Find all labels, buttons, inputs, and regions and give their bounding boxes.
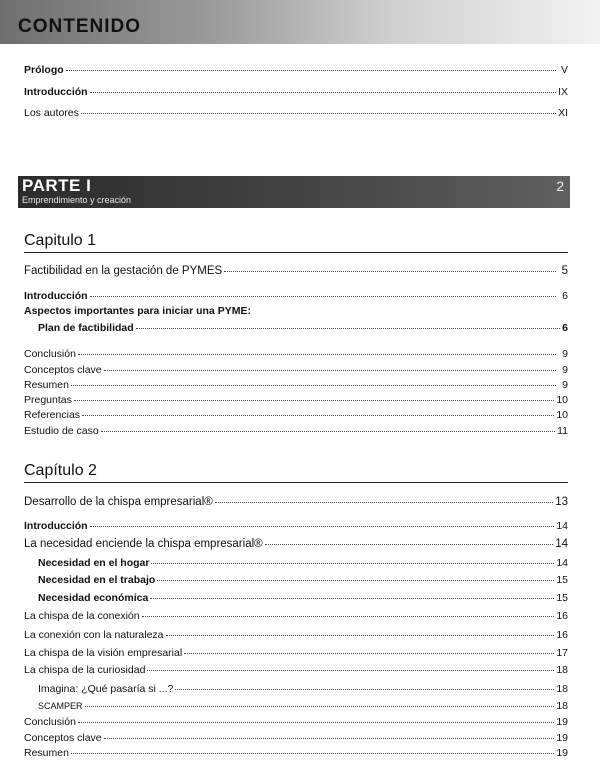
toc-entry-title: Conceptos clave: [24, 364, 102, 376]
toc-entry-ch2-section[interactable]: [24, 608, 568, 622]
dot-leader: [157, 570, 554, 581]
toc-entry-ch1-item[interactable]: [24, 377, 568, 391]
toc-entry-introduccion[interactable]: [24, 84, 568, 98]
toc-entry-page: 16: [556, 610, 568, 622]
toc-entry-ch1-intro[interactable]: [24, 288, 568, 302]
toc-entry-title: SCAMPER: [38, 701, 83, 711]
toc-entry-page: 9: [562, 379, 568, 391]
part-label: PARTE I: [22, 176, 92, 195]
dot-leader: [78, 712, 554, 723]
toc-entry-ch2-section[interactable]: [24, 645, 568, 659]
dot-leader: [224, 261, 556, 272]
dot-leader: [71, 375, 556, 386]
chapter-1-title[interactable]: [24, 263, 568, 277]
toc-entry-page: V: [560, 64, 568, 76]
dot-leader: [104, 728, 555, 739]
dot-leader: [175, 679, 554, 690]
toc-entry-page: 18: [556, 683, 568, 695]
toc-entry-title: Aspectos importantes para iniciar una PYME:: [24, 305, 251, 317]
toc-entry-title: Introducción: [24, 86, 88, 98]
toc-entry-ch2-section[interactable]: [24, 662, 568, 676]
toc-entry-ch2-sub[interactable]: [38, 681, 568, 695]
toc-entry-page: 6: [562, 322, 568, 334]
dot-leader: [90, 286, 556, 297]
toc-entry-title: Preguntas: [24, 394, 72, 406]
dot-leader: [147, 660, 554, 671]
toc-entry-ch2-item[interactable]: [24, 714, 568, 728]
toc-entry-ch1-item[interactable]: [24, 362, 568, 376]
toc-entry-ch1-item[interactable]: [24, 423, 568, 437]
toc-entry-title: Resumen: [24, 747, 69, 759]
toc-entry-ch2-item[interactable]: [24, 745, 568, 759]
dot-leader: [166, 625, 555, 636]
part-page: 2: [556, 178, 564, 194]
toc-entry-ch2-sub[interactable]: [38, 555, 568, 569]
toc-entry-page: 19: [556, 716, 568, 728]
toc-entry-title: Introducción: [24, 520, 88, 532]
toc-entry-title: Necesidad económica: [38, 592, 149, 604]
toc-entry-title: La necesidad enciende la chispa empresarial®: [24, 538, 263, 550]
header-band: [0, 0, 600, 44]
toc-entry-prologo[interactable]: [24, 62, 568, 76]
toc-entry-page: 10: [556, 394, 568, 406]
chapter-2-title[interactable]: [24, 494, 568, 508]
toc-entry-ch2-intro[interactable]: [24, 518, 568, 532]
toc-entry-page: 16: [556, 629, 568, 641]
toc-entry-page: 14: [556, 520, 568, 532]
dot-leader: [136, 318, 560, 329]
dot-leader: [82, 405, 554, 416]
dot-leader: [71, 743, 554, 754]
toc-entry-title: Desarrollo de la chispa empresarial®: [24, 496, 213, 508]
toc-entry-ch2-sub[interactable]: [38, 698, 568, 712]
toc-entry-ch2-section[interactable]: [24, 627, 568, 641]
dot-leader: [85, 696, 555, 707]
chapter-2-heading: Capítulo 2: [24, 462, 568, 483]
toc-entry-title: Estudio de caso: [24, 425, 99, 437]
toc-entry-page: 9: [562, 364, 568, 376]
toc-entry-title: Factibilidad en la gestación de PYMES: [24, 265, 223, 277]
toc-entry-title: La conexión con la naturaleza: [24, 629, 164, 641]
part-subtitle: Emprendimiento y creación: [22, 195, 132, 205]
dot-leader: [90, 82, 556, 93]
page-title: contenido: [18, 8, 141, 38]
toc-entry-title: La chispa de la conexión: [24, 610, 140, 622]
toc-entry-title: La chispa de la curiosidad: [24, 664, 146, 676]
toc-entry-page: 10: [556, 409, 568, 421]
toc-entry-page: 14: [555, 538, 568, 550]
toc-entry-page: 13: [555, 496, 568, 508]
toc-entry-page: 14: [556, 557, 568, 569]
dot-leader: [215, 492, 553, 503]
dot-leader: [150, 588, 554, 599]
toc-entry-page: 17: [556, 647, 568, 659]
dot-leader: [81, 103, 556, 114]
toc-entry-title: Introducción: [24, 290, 88, 302]
dot-leader: [78, 344, 556, 355]
toc-entry-page: 5: [561, 265, 568, 277]
toc-entry-page: 18: [556, 700, 568, 712]
toc-entry-title: Resumen: [24, 379, 69, 391]
toc-entry-ch1-item[interactable]: [24, 407, 568, 421]
toc-entry-subtitle: Plan de factibilidad: [38, 322, 134, 334]
dot-leader: [184, 643, 554, 654]
toc-entry-page: 15: [556, 592, 568, 604]
toc-entry-ch2-section[interactable]: [24, 536, 568, 550]
toc-entry-ch2-item[interactable]: [24, 730, 568, 744]
toc-entry-page: 18: [556, 664, 568, 676]
toc-entry-title: Los autores: [24, 107, 79, 119]
dot-leader: [265, 534, 554, 545]
toc-entry-page: 11: [557, 425, 568, 437]
toc-entry-autores[interactable]: [24, 105, 568, 119]
toc-entry-ch1-item[interactable]: [24, 346, 568, 360]
toc-entry-title: La chispa de la visión empresarial: [24, 647, 183, 659]
toc-entry-page: 6: [562, 290, 568, 302]
toc-entry-page: XI: [558, 107, 568, 119]
dot-leader: [104, 360, 556, 371]
dot-leader: [66, 60, 556, 71]
dot-leader: [101, 421, 555, 432]
toc-entry-ch2-sub[interactable]: [38, 590, 568, 604]
dot-leader: [151, 553, 554, 564]
part-banner: [18, 176, 570, 208]
dot-leader: [74, 390, 554, 401]
toc-entry-title: Conclusión: [24, 348, 76, 360]
toc-entry-ch2-sub[interactable]: [38, 572, 568, 586]
toc-entry-page: 19: [556, 747, 568, 759]
toc-entry-page: 9: [562, 348, 568, 360]
chapter-1-heading: Capitulo 1: [24, 232, 568, 253]
dot-leader: [90, 516, 555, 527]
dot-leader: [142, 606, 555, 617]
toc-entry-title: Necesidad en el hogar: [38, 557, 150, 569]
toc-entry-title: Referencias: [24, 409, 81, 421]
toc-entry-ch1-item[interactable]: [24, 392, 568, 406]
toc-entry-title: Conceptos clave: [24, 732, 102, 744]
toc-entry-title: Necesidad en el trabajo: [38, 574, 156, 586]
toc-entry-title: Conclusión: [24, 716, 76, 728]
toc-entry-page: IX: [558, 86, 568, 98]
toc-entry-ch1-aspectos[interactable]: [24, 305, 568, 334]
toc-entry-title: Imagina: ¿Qué pasaría si ...?: [38, 683, 174, 695]
toc-entry-title: Prólogo: [24, 64, 64, 76]
toc-entry-page: 15: [556, 574, 568, 586]
toc-entry-page: 19: [556, 732, 568, 744]
